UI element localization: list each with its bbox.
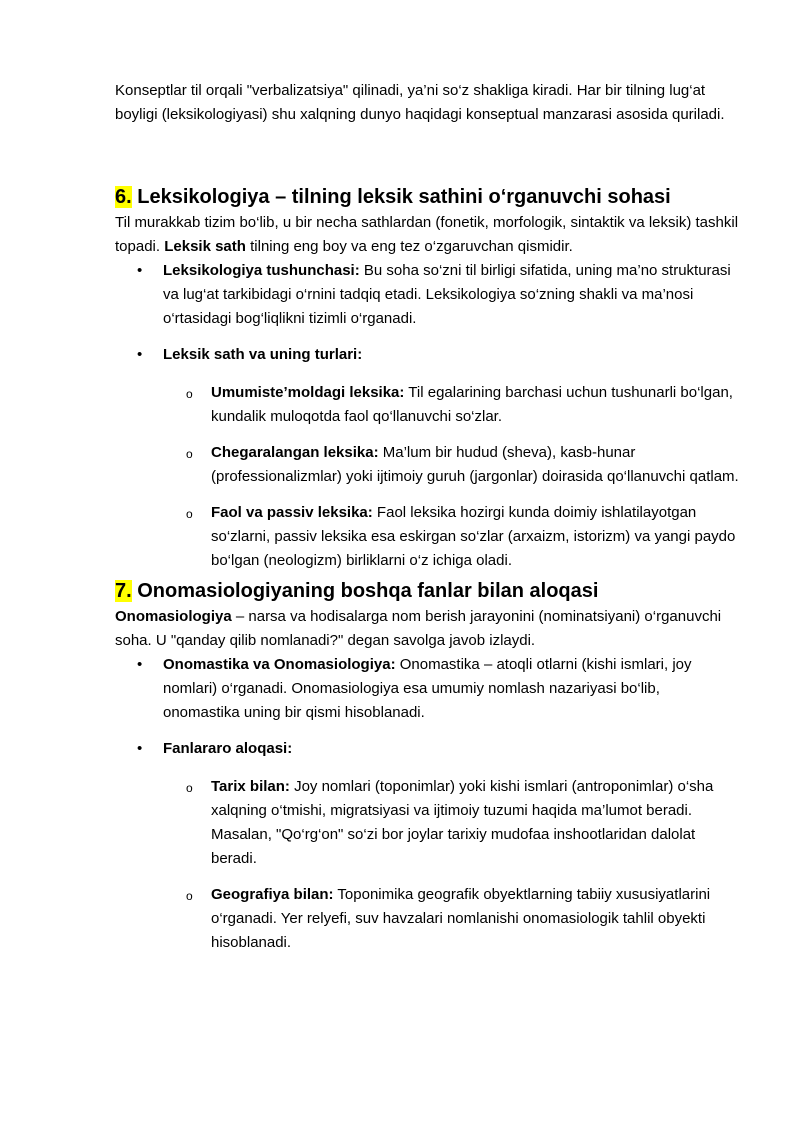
- sub-item-bold: Faol va passiv leksika:: [211, 504, 373, 521]
- section-6-para-text-2: tilning eng boy va eng tez o‘zgaruvchan qismidir.: [245, 238, 573, 255]
- list-item-bold: Onomastika va Onomasiologiya:: [163, 656, 396, 673]
- sub-item-bold: Tarix bilan:: [211, 778, 290, 795]
- sub-item-text: Til egalarining barchasi uchun tushunarli bo‘lgan, kundalik muloqotda faol qo‘llanuvchi so‘zlar.: [211, 384, 733, 425]
- list-item-text: Bu soha so‘zni til birligi sifatida, uning ma’no strukturasi va lug‘at tarkibidagi o‘rnini tadqiq etadi. Leksikologiya so‘zning shakli va ma’nosi o‘rtasidagi bog‘liqlikni tizimli o‘rganadi.: [163, 262, 731, 327]
- sub-list-item: [163, 775, 740, 871]
- section-7-para-bold: Onomasiologiya: [115, 608, 232, 625]
- section-7-list: [115, 653, 740, 955]
- section-6-para-text: Til murakkab tizim bo‘lib, u bir necha sathlardan (fonetik, morfologik, sintaktik va leksik) tashkil topadi.: [115, 214, 739, 255]
- section-6-heading: [115, 183, 740, 211]
- sub-list-item: [163, 501, 740, 573]
- list-item-bold: Fanlararo aloqasi:: [163, 740, 293, 757]
- list-item-bold: Leksik sath va uning turlari:: [163, 346, 363, 363]
- section-7-paragraph: [115, 605, 740, 653]
- list-item: [115, 653, 740, 725]
- section-7-para-text: – narsa va hodisalarga nom berish jarayonini (nominatsiyani) o‘rganuvchi soha. U "qanday qilib nomlanadi?" degan savolga javob izlaydi.: [115, 608, 722, 649]
- sub-list-item: [163, 441, 740, 489]
- section-6-para-bold: Leksik sath: [164, 238, 246, 255]
- intro-paragraph: Konseptlar til orqali "verbalizatsiya" qilinadi, ya’ni so‘z shakliga kiradi. Har bir tilning lug‘at boyligi (leksikologiyasi) shu xalqning dunyo haqidagi konseptual manzarasi asosida quriladi.: [115, 82, 725, 123]
- sub-item-bold: Geografiya bilan:: [211, 886, 334, 903]
- sub-item-text: Faol leksika hozirgi kunda doimiy ishlatilayotgan so‘zlarni, passiv leksika esa eskirgan so‘zlar (arxaizm, istorizm) va yangi paydo bo‘lgan (neologizm) birliklarni o‘z ichiga oladi.: [211, 504, 736, 569]
- section-6-title: Leksikologiya – tilning leksik sathini o‘rganuvchi sohasi: [137, 186, 671, 208]
- section-6-paragraph: [115, 211, 740, 259]
- sub-list-item: [163, 883, 740, 955]
- list-item: [115, 737, 740, 955]
- section-7-number: 7.: [115, 580, 132, 602]
- section-6-number: 6.: [115, 186, 132, 208]
- sub-item-text: Ma’lum bir hudud (sheva), kasb-hunar (professionalizmlar) yoki ijtimoiy guruh (jargonlar) doirasida qo‘llanuvchi qatlam.: [211, 444, 739, 485]
- list-item-text: Onomastika – atoqli otlarni (kishi ismlari, joy nomlari) o‘rganadi. Onomasiologiya esa umumiy nomlash nazariyasi bo‘lib, onomastika uning bir qismi hisoblanadi.: [163, 656, 692, 721]
- list-item: [115, 343, 740, 573]
- sub-item-text: Joy nomlari (toponimlar) yoki kishi ismlari (antroponimlar) o‘sha xalqning o‘tmishi, migratsiyasi va ijtimoiy tuzumi haqida ma’lumot beradi. Masalan, "Qo‘rg‘on" so‘zi bor joylar tarixiy mudofaa inshootlaridan dalolat beradi.: [211, 778, 714, 867]
- list-item-bold: Leksikologiya tushunchasi:: [163, 262, 360, 279]
- sub-item-bold: Umumiste’moldagi leksika:: [211, 384, 405, 401]
- section-7-title: Onomasiologiyaning boshqa fanlar bilan aloqasi: [137, 580, 599, 602]
- sub-list: [163, 381, 740, 573]
- sub-item-bold: Chegaralangan leksika:: [211, 444, 379, 461]
- sub-list-item: [163, 381, 740, 429]
- section-6-list: [115, 259, 740, 573]
- sub-item-text: Toponimika geografik obyektlarning tabiiy xususiyatlarini o‘rganadi. Yer relyefi, suv havzalari nomlanishi onomasiologik tahlil obyekti hisoblanadi.: [211, 886, 711, 951]
- section-7-heading: [115, 577, 740, 605]
- document-page: [115, 79, 740, 967]
- list-item: [115, 259, 740, 331]
- sub-list: [163, 775, 740, 955]
